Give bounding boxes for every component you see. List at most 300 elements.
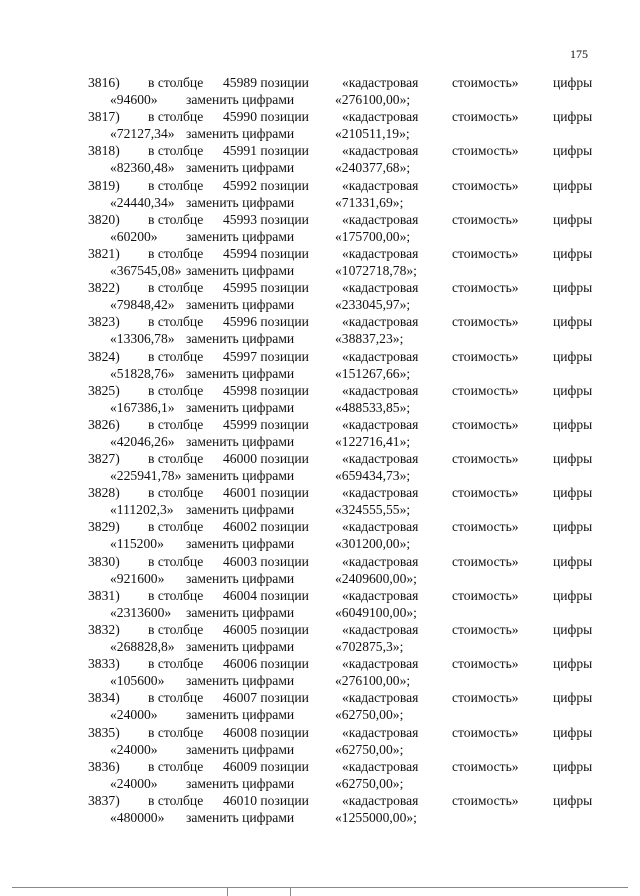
entry-line-1: [0, 689, 640, 706]
column-label: в столбце: [148, 724, 204, 740]
replace-label: заменить цифрами: [186, 297, 295, 313]
column-number: 46008: [223, 724, 257, 740]
cost-label: стоимость»: [452, 656, 519, 672]
old-value: «24000»: [110, 741, 158, 757]
entry-line-1: [0, 142, 640, 159]
column-label: в столбце: [148, 314, 204, 330]
column-number: 45996: [223, 314, 257, 330]
replace-label: заменить цифрами: [186, 331, 295, 347]
position-label: позиции: [260, 109, 309, 125]
entry-line-2: [0, 91, 640, 108]
column-number: 45990: [223, 109, 257, 125]
entry-line-1: [0, 245, 640, 262]
new-value: «175700,00»;: [335, 228, 411, 244]
cadastral-label: «кадастровая: [342, 758, 419, 774]
entry-number: 3821): [88, 245, 120, 261]
new-value: «62750,00»;: [335, 707, 404, 723]
entry-number: 3826): [88, 416, 120, 432]
entry-line-1: [0, 177, 640, 194]
position-ref: [223, 553, 309, 570]
column-number: 45993: [223, 211, 257, 227]
amendment-entry: [0, 313, 640, 347]
position-ref: [223, 689, 309, 706]
new-value: «301200,00»;: [335, 536, 411, 552]
position-label: позиции: [260, 143, 309, 159]
amendment-entry: [0, 518, 640, 552]
amendment-entry: [0, 177, 640, 211]
position-ref: [223, 758, 309, 775]
entry-number: 3824): [88, 348, 120, 364]
cadastral-label: «кадастровая: [342, 382, 419, 398]
amendment-list: [0, 74, 640, 826]
old-value: «111202,3»: [110, 502, 174, 518]
column-label: в столбце: [148, 143, 204, 159]
replace-label: заменить цифрами: [186, 502, 295, 518]
new-value: «151267,66»;: [335, 365, 411, 381]
column-number: 45992: [223, 177, 257, 193]
amendment-entry: [0, 142, 640, 176]
position-ref: [223, 655, 309, 672]
old-value: «921600»: [110, 570, 165, 586]
cost-label: стоимость»: [452, 382, 519, 398]
new-value: «276100,00»;: [335, 92, 411, 107]
position-label: позиции: [260, 348, 309, 364]
entry-number: 3819): [88, 177, 120, 193]
cadastral-label: «кадастровая: [342, 519, 419, 535]
entry-line-2: [0, 775, 640, 792]
entry-line-2: [0, 570, 640, 587]
cadastral-label: «кадастровая: [342, 314, 419, 330]
entry-number: 3825): [88, 382, 120, 398]
replace-label: заменить цифрами: [186, 194, 295, 210]
cadastral-label: «кадастровая: [342, 656, 419, 672]
cost-label: стоимость»: [452, 245, 519, 261]
amendment-entry: [0, 758, 640, 792]
replace-label: заменить цифрами: [186, 604, 295, 620]
column-label: в столбце: [148, 348, 204, 364]
position-label: позиции: [260, 416, 309, 432]
cost-label: стоимость»: [452, 211, 519, 227]
entry-line-1: [0, 553, 640, 570]
position-ref: [223, 177, 309, 194]
old-value: «367545,08»: [110, 262, 182, 278]
cadastral-label: «кадастровая: [342, 451, 419, 467]
replace-label: заменить цифрами: [186, 741, 295, 757]
cadastral-label: «кадастровая: [342, 280, 419, 296]
entry-line-1: [0, 484, 640, 501]
digits-label: цифры: [553, 451, 593, 467]
position-ref: [223, 245, 309, 262]
position-ref: [223, 382, 309, 399]
cadastral-label: «кадастровая: [342, 143, 419, 159]
new-value: «62750,00»;: [335, 775, 404, 791]
entry-line-2: [0, 535, 640, 552]
cadastral-label: «кадастровая: [342, 109, 419, 125]
position-ref: [223, 279, 309, 296]
column-number: 46010: [223, 792, 257, 808]
entry-line-2: [0, 741, 640, 758]
digits-label: цифры: [553, 656, 593, 672]
entry-number: 3831): [88, 587, 120, 603]
replace-label: заменить цифрами: [186, 433, 295, 449]
column-number: 46005: [223, 622, 257, 637]
digits-label: цифры: [553, 416, 593, 432]
replace-label: заменить цифрами: [186, 262, 295, 278]
replace-label: заменить цифрами: [186, 126, 295, 142]
replace-label: заменить цифрами: [186, 570, 295, 586]
column-label: в столбце: [148, 451, 204, 467]
old-value: «94600»: [110, 92, 158, 107]
entry-number: 3830): [88, 553, 120, 569]
cost-label: стоимость»: [452, 553, 519, 569]
entry-line-2: [0, 228, 640, 245]
footer-rule: [12, 887, 628, 888]
position-ref: [223, 348, 309, 365]
cost-label: стоимость»: [452, 724, 519, 740]
old-value: «105600»: [110, 673, 165, 689]
digits-label: цифры: [553, 485, 593, 501]
entry-number: 3837): [88, 792, 120, 808]
old-value: «268828,8»: [110, 639, 175, 654]
replace-label: заменить цифрами: [186, 160, 295, 176]
cost-label: стоимость»: [452, 758, 519, 774]
cadastral-label: «кадастровая: [342, 622, 419, 637]
entry-number: 3832): [88, 622, 120, 637]
footer-tick: [227, 887, 228, 896]
position-ref: [223, 587, 309, 604]
new-value: «233045,97»;: [335, 297, 411, 313]
column-label: в столбце: [148, 109, 204, 125]
replace-label: заменить цифрами: [186, 707, 295, 723]
digits-label: цифры: [553, 75, 593, 90]
cost-label: стоимость»: [452, 348, 519, 364]
digits-label: цифры: [553, 245, 593, 261]
entry-number: 3834): [88, 690, 120, 706]
footer-tick: [290, 887, 291, 896]
new-value: «6049100,00»;: [335, 604, 417, 620]
cost-label: стоимость»: [452, 75, 519, 90]
column-label: в столбце: [148, 177, 204, 193]
position-label: позиции: [260, 724, 309, 740]
amendment-entry: [0, 655, 640, 689]
digits-label: цифры: [553, 690, 593, 706]
position-ref: [223, 108, 309, 125]
digits-label: цифры: [553, 758, 593, 774]
position-label: позиции: [260, 690, 309, 706]
amendment-entry: [0, 279, 640, 313]
amendment-entry: [0, 587, 640, 621]
cadastral-label: «кадастровая: [342, 245, 419, 261]
amendment-entry: [0, 416, 640, 450]
column-number: 46004: [223, 587, 257, 603]
entry-line-1: [0, 74, 640, 91]
entry-number: 3827): [88, 451, 120, 467]
old-value: «2313600»: [110, 604, 172, 620]
new-value: «122716,41»;: [335, 433, 411, 449]
digits-label: цифры: [553, 314, 593, 330]
cost-label: стоимость»: [452, 416, 519, 432]
column-number: 46007: [223, 690, 257, 706]
position-label: позиции: [260, 656, 309, 672]
replace-label: заменить цифрами: [186, 673, 295, 689]
column-label: в столбце: [148, 416, 204, 432]
amendment-entry: [0, 724, 640, 758]
column-label: в столбце: [148, 690, 204, 706]
new-value: «488533,85»;: [335, 399, 411, 415]
position-label: позиции: [260, 177, 309, 193]
column-label: в столбце: [148, 758, 204, 774]
digits-label: цифры: [553, 280, 593, 296]
old-value: «79848,42»: [110, 297, 175, 313]
entry-number: 3820): [88, 211, 120, 227]
digits-label: цифры: [553, 382, 593, 398]
cadastral-label: «кадастровая: [342, 792, 419, 808]
cost-label: стоимость»: [452, 280, 519, 296]
old-value: «72127,34»: [110, 126, 175, 142]
position-label: позиции: [260, 382, 309, 398]
entry-line-2: [0, 194, 640, 211]
old-value: «225941,78»: [110, 468, 182, 484]
replace-label: заменить цифрами: [186, 775, 295, 791]
cost-label: стоимость»: [452, 690, 519, 706]
position-label: позиции: [260, 245, 309, 261]
position-label: позиции: [260, 75, 309, 90]
position-ref: [223, 74, 309, 91]
position-ref: [223, 621, 309, 638]
position-label: позиции: [260, 758, 309, 774]
amendment-entry: [0, 621, 640, 655]
replace-label: заменить цифрами: [186, 92, 295, 107]
cadastral-label: «кадастровая: [342, 416, 419, 432]
entry-line-2: [0, 296, 640, 313]
amendment-entry: [0, 553, 640, 587]
entry-number: 3817): [88, 109, 120, 125]
column-label: в столбце: [148, 485, 204, 501]
position-ref: [223, 792, 309, 809]
new-value: «71331,69»;: [335, 194, 404, 210]
column-label: в столбце: [148, 280, 204, 296]
replace-label: заменить цифрами: [186, 468, 295, 484]
new-value: «62750,00»;: [335, 741, 404, 757]
cadastral-label: «кадастровая: [342, 211, 419, 227]
new-value: «1255000,00»;: [335, 809, 417, 825]
entry-line-2: [0, 706, 640, 723]
entry-line-2: [0, 501, 640, 518]
column-label: в столбце: [148, 656, 204, 672]
new-value: «324555,55»;: [335, 502, 411, 518]
digits-label: цифры: [553, 143, 593, 159]
cost-label: стоимость»: [452, 109, 519, 125]
column-label: в столбце: [148, 211, 204, 227]
new-value: «38837,23»;: [335, 331, 404, 347]
position-label: позиции: [260, 314, 309, 330]
cost-label: стоимость»: [452, 622, 519, 637]
new-value: «659434,73»;: [335, 468, 411, 484]
cost-label: стоимость»: [452, 587, 519, 603]
column-number: 46009: [223, 758, 257, 774]
column-label: в столбце: [148, 792, 204, 808]
amendment-entry: [0, 211, 640, 245]
entry-line-1: [0, 313, 640, 330]
cadastral-label: «кадастровая: [342, 553, 419, 569]
column-label: в столбце: [148, 382, 204, 398]
entry-line-2: [0, 672, 640, 689]
entry-line-2: [0, 125, 640, 142]
entry-number: 3823): [88, 314, 120, 330]
column-label: в столбце: [148, 553, 204, 569]
entry-line-2: [0, 433, 640, 450]
entry-line-1: [0, 416, 640, 433]
replace-label: заменить цифрами: [186, 399, 295, 415]
position-label: позиции: [260, 451, 309, 467]
replace-label: заменить цифрами: [186, 365, 295, 381]
digits-label: цифры: [553, 109, 593, 125]
replace-label: заменить цифрами: [186, 228, 295, 244]
old-value: «167386,1»: [110, 399, 175, 415]
position-ref: [223, 142, 309, 159]
amendment-entry: [0, 792, 640, 826]
position-label: позиции: [260, 280, 309, 296]
digits-label: цифры: [553, 724, 593, 740]
entry-number: 3816): [88, 75, 120, 90]
old-value: «51828,76»: [110, 365, 175, 381]
position-ref: [223, 313, 309, 330]
entry-line-1: [0, 348, 640, 365]
entry-number: 3836): [88, 758, 120, 774]
column-label: в столбце: [148, 519, 204, 535]
column-number: 46002: [223, 519, 257, 535]
entry-line-1: [0, 382, 640, 399]
digits-label: цифры: [553, 792, 593, 808]
position-label: позиции: [260, 622, 309, 637]
entry-line-2: [0, 467, 640, 484]
column-number: 45989: [223, 75, 257, 90]
position-label: позиции: [260, 553, 309, 569]
new-value: «1072718,78»;: [335, 262, 417, 278]
replace-label: заменить цифрами: [186, 639, 295, 654]
entry-line-1: [0, 587, 640, 604]
column-label: в столбце: [148, 245, 204, 261]
cost-label: стоимость»: [452, 143, 519, 159]
position-label: позиции: [260, 485, 309, 501]
amendment-entry: [0, 382, 640, 416]
entry-number: 3835): [88, 724, 120, 740]
cost-label: стоимость»: [452, 792, 519, 808]
position-label: позиции: [260, 792, 309, 808]
position-ref: [223, 450, 309, 467]
column-number: 45991: [223, 143, 257, 159]
old-value: «115200»: [110, 536, 164, 552]
cadastral-label: «кадастровая: [342, 587, 419, 603]
entry-number: 3828): [88, 485, 120, 501]
amendment-entry: [0, 348, 640, 382]
entry-line-2: [0, 365, 640, 382]
old-value: «24000»: [110, 775, 158, 791]
position-ref: [223, 416, 309, 433]
new-value: «702875,3»;: [335, 639, 404, 654]
position-label: позиции: [260, 587, 309, 603]
position-label: позиции: [260, 519, 309, 535]
column-number: 46001: [223, 485, 257, 501]
column-number: 45997: [223, 348, 257, 364]
entry-line-2: [0, 262, 640, 279]
cadastral-label: «кадастровая: [342, 690, 419, 706]
old-value: «60200»: [110, 228, 158, 244]
entry-line-1: [0, 108, 640, 125]
new-value: «2409600,00»;: [335, 570, 417, 586]
new-value: «276100,00»;: [335, 673, 411, 689]
cost-label: стоимость»: [452, 177, 519, 193]
old-value: «24000»: [110, 707, 158, 723]
replace-label: заменить цифрами: [186, 536, 295, 552]
amendment-entry: [0, 245, 640, 279]
entry-line-2: [0, 638, 640, 655]
cadastral-label: «кадастровая: [342, 177, 419, 193]
entry-line-2: [0, 809, 640, 826]
column-number: 46006: [223, 656, 257, 672]
entry-line-1: [0, 518, 640, 535]
digits-label: цифры: [553, 622, 593, 637]
old-value: «82360,48»: [110, 160, 175, 176]
entry-number: 3818): [88, 143, 120, 159]
old-value: «24440,34»: [110, 194, 175, 210]
amendment-entry: [0, 689, 640, 723]
position-label: позиции: [260, 211, 309, 227]
page-number: 175: [570, 47, 588, 61]
entry-line-1: [0, 211, 640, 228]
column-label: в столбце: [148, 75, 204, 90]
cadastral-label: «кадастровая: [342, 485, 419, 501]
amendment-entry: [0, 108, 640, 142]
old-value: «42046,26»: [110, 433, 175, 449]
old-value: «13306,78»: [110, 331, 175, 347]
entry-line-2: [0, 330, 640, 347]
entry-number: 3829): [88, 519, 120, 535]
entry-line-1: [0, 655, 640, 672]
cost-label: стоимость»: [452, 485, 519, 501]
cost-label: стоимость»: [452, 519, 519, 535]
cadastral-label: «кадастровая: [342, 75, 419, 90]
column-number: 45995: [223, 280, 257, 296]
entry-number: 3833): [88, 656, 120, 672]
digits-label: цифры: [553, 177, 593, 193]
new-value: «210511,19»;: [335, 126, 410, 142]
entry-line-1: [0, 792, 640, 809]
column-number: 46000: [223, 451, 257, 467]
cost-label: стоимость»: [452, 451, 519, 467]
entry-line-2: [0, 399, 640, 416]
entry-line-1: [0, 758, 640, 775]
digits-label: цифры: [553, 553, 593, 569]
column-number: 46003: [223, 553, 257, 569]
column-number: 45999: [223, 416, 257, 432]
entry-line-1: [0, 450, 640, 467]
entry-line-1: [0, 621, 640, 638]
cost-label: стоимость»: [452, 314, 519, 330]
digits-label: цифры: [553, 348, 593, 364]
entry-line-2: [0, 604, 640, 621]
cadastral-label: «кадастровая: [342, 348, 419, 364]
entry-number: 3822): [88, 280, 120, 296]
position-ref: [223, 211, 309, 228]
entry-line-1: [0, 279, 640, 296]
position-ref: [223, 724, 309, 741]
replace-label: заменить цифрами: [186, 809, 295, 825]
digits-label: цифры: [553, 587, 593, 603]
position-ref: [223, 518, 309, 535]
column-label: в столбце: [148, 622, 204, 637]
amendment-entry: [0, 450, 640, 484]
